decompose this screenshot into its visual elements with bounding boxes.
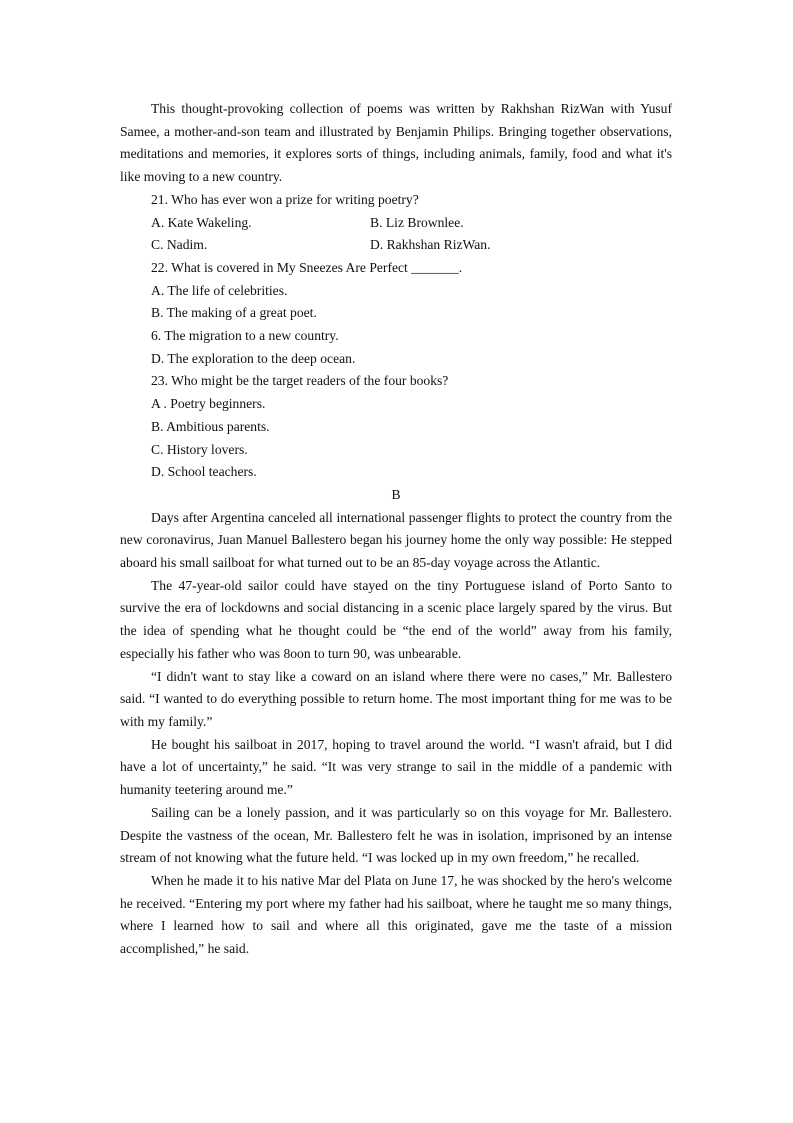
- question-22-option-d: D. The exploration to the deep ocean.: [151, 350, 356, 366]
- intro-paragraph: This thought-provoking collection of poems was written by Rakhshan RizWan with Yusuf Samee, a mother-and-son team and illustrated by Benjamin Philips. Bringing together observations, meditations and memories, it explores sorts of things, including animals, family, food and what it's like moving to a new country.: [120, 101, 672, 185]
- passage-b-paragraph-4: He bought his sailboat in 2017, hoping to travel around the world. “I wasn't afraid, but I did have a lot of uncertainty,” he said. “It was very strange to sail in the middle of a pandemic with humanity teetering around me.”: [120, 736, 672, 798]
- question-21-options-row-1: [120, 212, 672, 235]
- question-23-option-c: C. History lovers.: [151, 441, 248, 457]
- question-21-stem: 21. Who has ever won a prize for writing poetry?: [151, 191, 419, 207]
- question-23-option-b: B. Ambitious parents.: [151, 418, 270, 434]
- section-b-heading: B: [391, 486, 401, 502]
- question-21-option-b: B. Liz Brownlee.: [370, 214, 464, 230]
- passage-b-paragraph-5: Sailing can be a lonely passion, and it was particularly so on this voyage for Mr. Ballestero. Despite the vastness of the ocean, Mr. Ballestero felt he was in isolation, imprisoned by an intense stream of not knowing what the future held. “I was locked up in my own freedom,” he recalled.: [120, 804, 672, 866]
- question-23-stem: 23. Who might be the target readers of the four books?: [151, 373, 449, 389]
- question-22-option-a: A. The life of celebrities.: [151, 282, 288, 298]
- question-22-option-c: 6. The migration to a new country.: [151, 328, 339, 344]
- question-21-options-row-2: [120, 234, 672, 257]
- question-22-stem: 22. What is covered in My Sneezes Are Perfect _______.: [151, 259, 463, 275]
- question-23-option-a: A . Poetry beginners.: [151, 396, 266, 412]
- question-22-option-b: B. The making of a great poet.: [151, 305, 317, 321]
- document-page: [120, 98, 672, 961]
- question-23-option-d: D. School teachers.: [151, 464, 257, 480]
- question-21-option-d: D. Rakhshan RizWan.: [370, 237, 491, 253]
- passage-b-paragraph-6: When he made it to his native Mar del Plata on June 17, he was shocked by the hero's welcome he received. “Entering my port where my father had his sailboat, where he taught me so many things, where I learned how to sail and where all this originated, gave me the taste of a mission accomplished,” he said.: [120, 872, 672, 957]
- question-21-option-c: C. Nadim.: [151, 237, 208, 253]
- passage-b-paragraph-3: “I didn't want to stay like a coward on an island where there were no cases,” Mr. Ballestero said. “I wanted to do everything possible to return home. The most important thing for me was to be with my family.”: [120, 668, 672, 729]
- passage-b-paragraph-1: Days after Argentina canceled all international passenger flights to protect the country from the new coronavirus, Juan Manuel Ballestero began his journey home the only way possible: He stepped aboard his small sailboat for what turned out to be an 85-day voyage across the Atlantic.: [120, 509, 672, 571]
- question-21-option-a: A. Kate Wakeling.: [151, 214, 252, 230]
- passage-b-paragraph-2: The 47-year-old sailor could have stayed on the tiny Portuguese island of Porto Santo to survive the era of lockdowns and social distancing in a scenic place largely spared by the virus. But the idea of spending what he thought could be “the end of the world” away from his family, especially his father who was 8oon to turn 90, was unbearable.: [120, 577, 672, 661]
